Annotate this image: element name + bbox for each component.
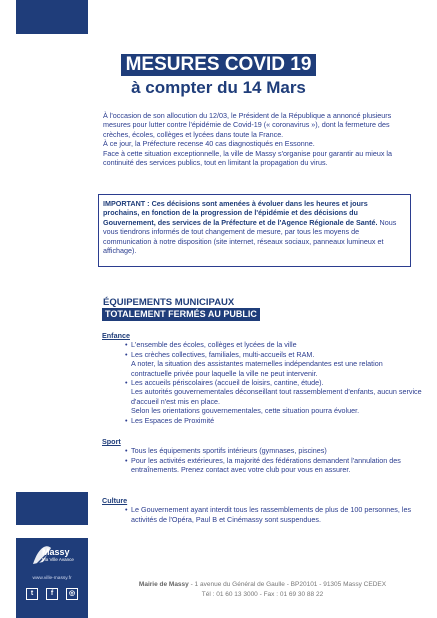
list-item: • Les Espaces de Proximité [102, 416, 422, 425]
section-title: Culture [102, 496, 128, 505]
sidebar-branding [16, 538, 88, 618]
section-title: Enfance [102, 331, 130, 340]
footer-org: Mairie de Massy [138, 581, 189, 588]
list-item: • Pour les activités extérieures, la majorité des fédérations demandent l'annulation des entraînements. Prenez contact avec votre club pour vous en assurer. [102, 456, 422, 475]
side-decoration-block [16, 492, 88, 525]
list-item: • Les accueils périscolaires (accueil de loisirs, cantine, étude). Les autorités gouvernementales déconseillant tout rassemblement d'enfants, aucun service d'accueil n'est mis en place. Selon les orientations gouvernementales, cette situation pourra évoluer. [102, 378, 422, 416]
intro-paragraph: Face à cette situation exceptionnelle, la ville de Massy s'organise pour garantir au mieux la continuité des services publics, tout en limitant la propagation du virus. [103, 148, 393, 168]
equipements-title: ÉQUIPEMENTS MUNICIPAUX [103, 297, 235, 308]
footer-address: - 1 avenue du Général de Gaulle - BP20101 - 91305 Massy CEDEX [188, 581, 387, 588]
page-title [0, 54, 437, 98]
footer [95, 580, 430, 600]
section-sport [102, 437, 422, 475]
footer-phones: Tél : 01 60 13 3000 - Fax : 01 69 30 88 22 [201, 591, 324, 598]
list-item: • Tous les équipements sportifs intérieurs (gymnases, piscines) [102, 446, 422, 455]
website-link[interactable]: www.ville-massy.fr [32, 576, 72, 581]
list-item: • L'ensemble des écoles, collèges et lycées de la ville [102, 340, 422, 349]
logo-name: Massy [42, 547, 70, 557]
logo-tagline: Ma Ville Avance [42, 557, 74, 562]
section-enfance [102, 331, 422, 425]
title-line-1: MESURES COVID 19 [121, 54, 317, 76]
important-bold-text: IMPORTANT : Ces décisions sont amenées à évoluer dans les heures et jours prochains, en fonction de la progression de l'épidémie et des décisions du Gouvernement, des services de la Préfecture et de l'Agence Régionale de Santé. [103, 199, 378, 227]
twitter-icon[interactable]: t [26, 588, 38, 600]
important-notice-box [98, 194, 411, 267]
intro-paragraph: À ce jour, la Préfecture recense 40 cas diagnostiqués en Essonne. [103, 139, 315, 149]
equipements-subtitle: TOTALEMENT FERMÉS AU PUBLIC [102, 308, 260, 321]
section-culture [102, 496, 422, 524]
section-title: Sport [102, 437, 121, 446]
title-line-2: à compter du 14 Mars [131, 78, 306, 97]
intro-paragraph: À l'occasion de son allocution du 12/03, le Président de la République a annoncé plusieurs mesures pour lutter contre l'épidémie de Covid-19 (« coronavirus »), dont la fermeture des crèches, écoles, collèges et lycées dans toute la France. [103, 111, 392, 139]
top-corner-bar [16, 0, 88, 34]
instagram-icon[interactable]: ◎ [66, 588, 78, 600]
important-normal-text: Nous vous tiendrons informés de tout changement de mesure, par tous les moyens de communication à notre disposition (site internet, réseaux sociaux, panneaux lumineux et affichage). [103, 217, 397, 256]
facebook-icon[interactable]: f [46, 588, 58, 600]
list-item: • Le Gouvernement ayant interdit tous les rassemblements de plus de 100 personnes, les activités de l'Opéra, Paul B et Cinémassy sont suspendues. [102, 505, 422, 524]
intro-text [103, 111, 413, 167]
list-item: • Les crèches collectives, familiales, multi-accueils et RAM. A noter, la situation des assistantes maternelles indépendantes est une relation contractuelle privée pour laquelle la ville ne peut intervenir. [102, 350, 422, 378]
